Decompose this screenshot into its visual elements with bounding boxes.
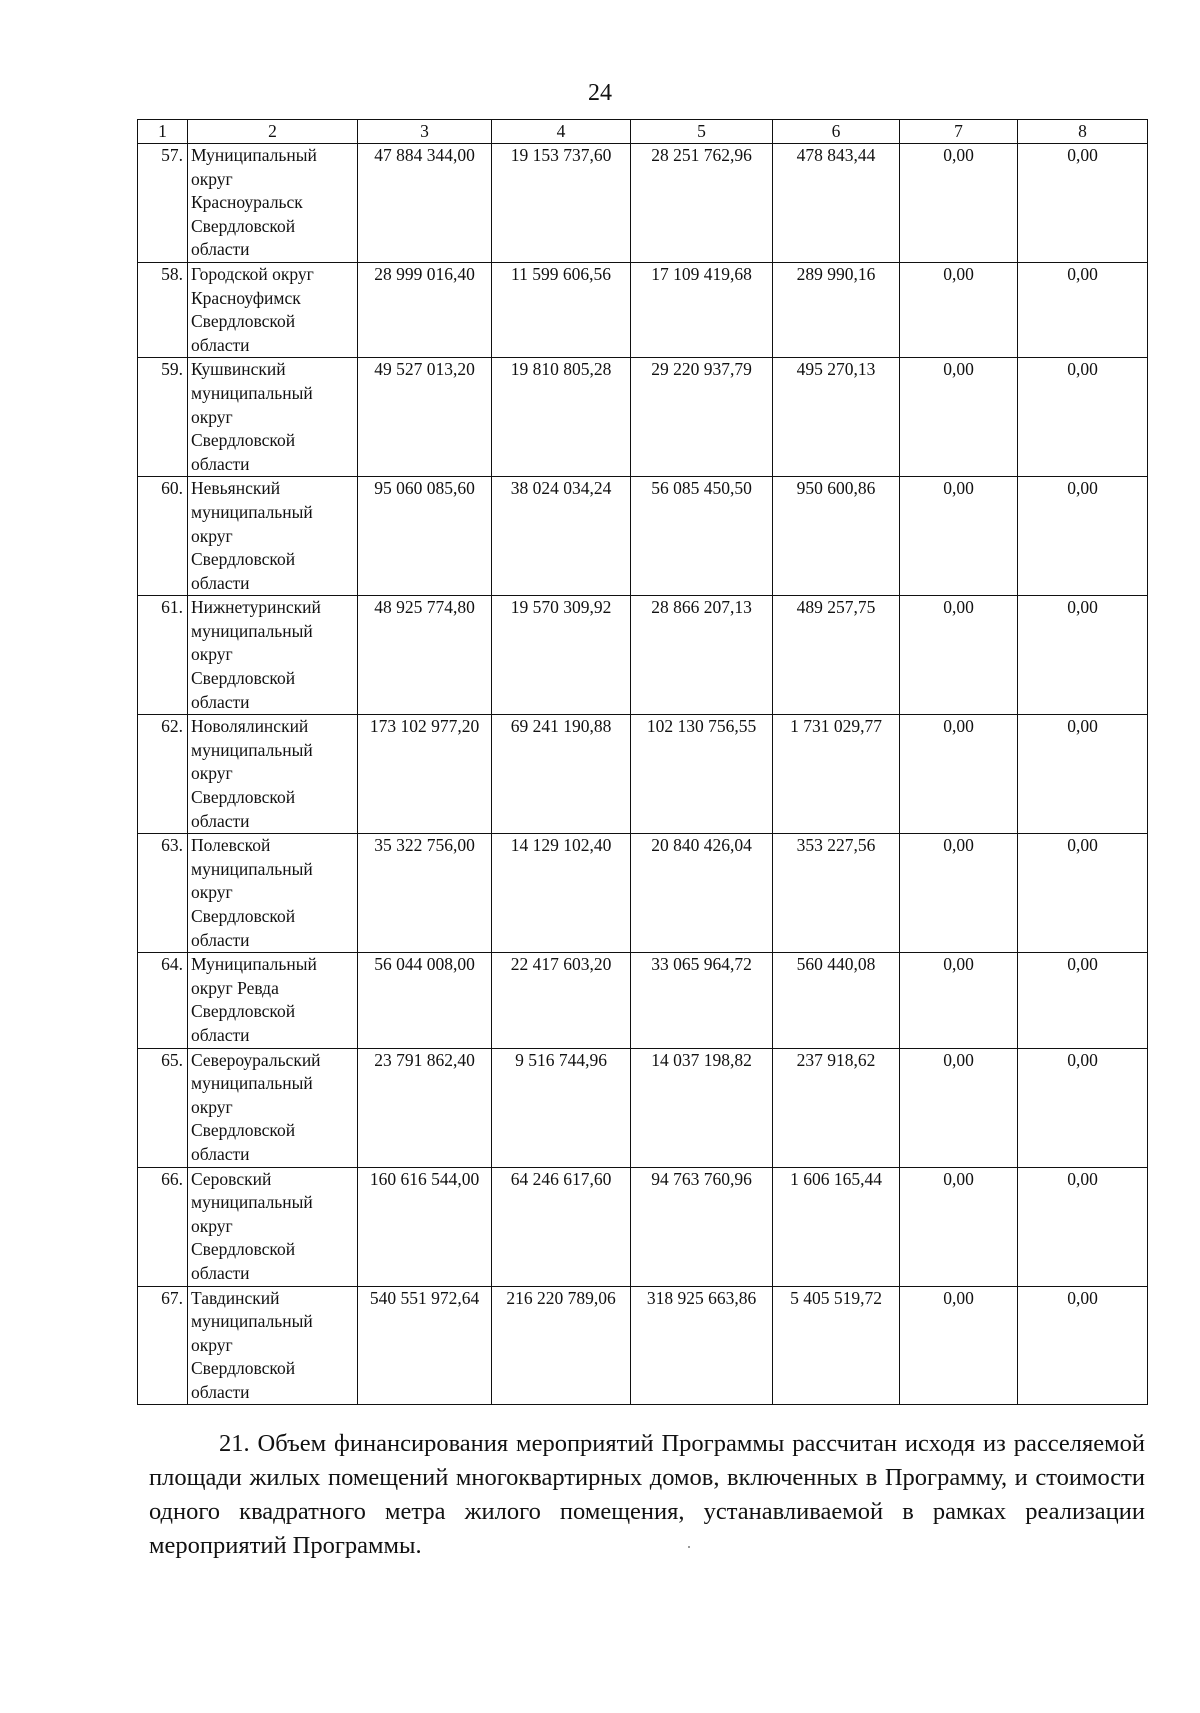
municipality-name-line: Красноуральск bbox=[191, 192, 303, 213]
scan-speck bbox=[688, 1546, 690, 1548]
value-c4: 69 241 190,88 bbox=[492, 715, 631, 834]
municipality-name-line: муниципальный bbox=[191, 1311, 313, 1332]
value-c5: 29 220 937,79 bbox=[631, 358, 773, 477]
row-number: 63. bbox=[138, 834, 188, 953]
value-c3: 160 616 544,00 bbox=[358, 1167, 492, 1286]
table-row bbox=[138, 1048, 1148, 1167]
value-c4: 19 810 805,28 bbox=[492, 358, 631, 477]
municipality-name-line: области bbox=[191, 239, 250, 260]
row-number: 59. bbox=[138, 358, 188, 477]
value-c8: 0,00 bbox=[1018, 1167, 1148, 1286]
table-row bbox=[138, 1286, 1148, 1405]
value-c4: 22 417 603,20 bbox=[492, 953, 631, 1048]
municipality-name-line: округ bbox=[191, 763, 233, 784]
municipality-name-line: округ bbox=[191, 1334, 233, 1355]
municipality-name-line: области bbox=[191, 572, 250, 593]
municipality-name bbox=[188, 477, 358, 596]
header-cell: 8 bbox=[1018, 120, 1148, 144]
municipality-name-line: муниципальный bbox=[191, 858, 313, 879]
municipality-name-line: Свердловской bbox=[191, 1358, 296, 1379]
header-row bbox=[138, 120, 1148, 144]
value-c3: 540 551 972,64 bbox=[358, 1286, 492, 1405]
value-c7: 0,00 bbox=[900, 144, 1018, 263]
value-c7: 0,00 bbox=[900, 1048, 1018, 1167]
municipality-name-line: Свердловской bbox=[191, 1120, 296, 1141]
page-number: 24 bbox=[588, 80, 612, 106]
municipality-name-line: области bbox=[191, 1381, 250, 1402]
municipality-name-line: округ Ревда bbox=[191, 977, 279, 998]
value-c3: 95 060 085,60 bbox=[358, 477, 492, 596]
municipality-name-line: Муниципальный bbox=[191, 145, 317, 165]
value-c7: 0,00 bbox=[900, 715, 1018, 834]
value-c8: 0,00 bbox=[1018, 596, 1148, 715]
value-c8: 0,00 bbox=[1018, 953, 1148, 1048]
municipality-name bbox=[188, 144, 358, 263]
value-c6: 237 918,62 bbox=[773, 1048, 900, 1167]
value-c3: 47 884 344,00 bbox=[358, 144, 492, 263]
municipality-name-line: Муниципальный bbox=[191, 954, 317, 975]
value-c4: 64 246 617,60 bbox=[492, 1167, 631, 1286]
municipality-name-line: Свердловской bbox=[191, 549, 296, 570]
table-row bbox=[138, 477, 1148, 596]
value-c3: 56 044 008,00 bbox=[358, 953, 492, 1048]
value-c7: 0,00 bbox=[900, 1286, 1018, 1405]
table-row bbox=[138, 358, 1148, 477]
municipality-name-line: округ bbox=[191, 168, 233, 189]
value-c3: 23 791 862,40 bbox=[358, 1048, 492, 1167]
municipality-name-line: Кушвинский bbox=[191, 359, 286, 380]
value-c5: 102 130 756,55 bbox=[631, 715, 773, 834]
municipality-name-line: Свердловской bbox=[191, 787, 296, 808]
value-c5: 318 925 663,86 bbox=[631, 1286, 773, 1405]
municipality-name-line: Невьянский bbox=[191, 478, 281, 499]
value-c4: 19 153 737,60 bbox=[492, 144, 631, 263]
header-cell: 7 bbox=[900, 120, 1018, 144]
municipality-name-line: муниципальный bbox=[191, 501, 313, 522]
value-c8: 0,00 bbox=[1018, 144, 1148, 263]
value-c7: 0,00 bbox=[900, 834, 1018, 953]
municipality-name bbox=[188, 596, 358, 715]
row-number: 66. bbox=[138, 1167, 188, 1286]
municipality-name-line: муниципальный bbox=[191, 620, 313, 641]
municipality-name-line: Свердловской bbox=[191, 668, 296, 689]
value-c6: 353 227,56 bbox=[773, 834, 900, 953]
value-c8: 0,00 bbox=[1018, 477, 1148, 596]
row-number: 60. bbox=[138, 477, 188, 596]
municipality-name bbox=[188, 1167, 358, 1286]
municipality-name-line: области bbox=[191, 334, 250, 355]
value-c3: 49 527 013,20 bbox=[358, 358, 492, 477]
header-cell: 1 bbox=[138, 120, 188, 144]
municipality-name-line: области bbox=[191, 810, 250, 831]
municipality-name-line: Тавдинский bbox=[191, 1287, 280, 1308]
municipality-name-line: области bbox=[191, 1262, 250, 1283]
value-c8: 0,00 bbox=[1018, 834, 1148, 953]
municipality-name bbox=[188, 834, 358, 953]
municipality-name bbox=[188, 715, 358, 834]
value-c5: 28 866 207,13 bbox=[631, 596, 773, 715]
value-c3: 28 999 016,40 bbox=[358, 262, 492, 357]
table-row bbox=[138, 144, 1148, 263]
value-c7: 0,00 bbox=[900, 953, 1018, 1048]
financing-table bbox=[137, 119, 1148, 1405]
row-number: 67. bbox=[138, 1286, 188, 1405]
value-c5: 56 085 450,50 bbox=[631, 477, 773, 596]
value-c4: 11 599 606,56 bbox=[492, 262, 631, 357]
municipality-name-line: Нижнетуринский bbox=[191, 597, 321, 618]
municipality-name bbox=[188, 953, 358, 1048]
value-c3: 35 322 756,00 bbox=[358, 834, 492, 953]
value-c3: 173 102 977,20 bbox=[358, 715, 492, 834]
municipality-name-line: области bbox=[191, 929, 250, 950]
table-row bbox=[138, 596, 1148, 715]
table-row bbox=[138, 953, 1148, 1048]
value-c6: 478 843,44 bbox=[773, 144, 900, 263]
municipality-name-line: муниципальный bbox=[191, 739, 313, 760]
value-c4: 38 024 034,24 bbox=[492, 477, 631, 596]
municipality-name-line: Свердловской bbox=[191, 311, 296, 332]
value-c7: 0,00 bbox=[900, 358, 1018, 477]
municipality-name-line: округ bbox=[191, 1096, 233, 1117]
municipality-name-line: области bbox=[191, 1143, 250, 1164]
value-c4: 216 220 789,06 bbox=[492, 1286, 631, 1405]
municipality-name-line: округ bbox=[191, 644, 233, 665]
municipality-name-line: округ bbox=[191, 1215, 233, 1236]
value-c6: 560 440,08 bbox=[773, 953, 900, 1048]
value-c7: 0,00 bbox=[900, 477, 1018, 596]
row-number: 58. bbox=[138, 262, 188, 357]
municipality-name-line: Свердловской bbox=[191, 215, 296, 236]
municipality-name-line: Свердловской bbox=[191, 906, 296, 926]
value-c4: 14 129 102,40 bbox=[492, 834, 631, 953]
municipality-name-line: Свердловской bbox=[191, 430, 296, 451]
value-c8: 0,00 bbox=[1018, 358, 1148, 477]
value-c4: 9 516 744,96 bbox=[492, 1048, 631, 1167]
value-c7: 0,00 bbox=[900, 1167, 1018, 1286]
municipality-name-line: муниципальный bbox=[191, 1073, 313, 1094]
value-c7: 0,00 bbox=[900, 262, 1018, 357]
row-number: 65. bbox=[138, 1048, 188, 1167]
municipality-name-line: Свердловской bbox=[191, 1239, 296, 1260]
municipality-name-line: муниципальный bbox=[191, 382, 313, 403]
value-c6: 1 731 029,77 bbox=[773, 715, 900, 834]
value-c4: 19 570 309,92 bbox=[492, 596, 631, 715]
municipality-name-line: области bbox=[191, 1024, 250, 1045]
value-c6: 1 606 165,44 bbox=[773, 1167, 900, 1286]
municipality-name-line: Полевской bbox=[191, 835, 271, 856]
municipality-name-line: Серовский bbox=[191, 1168, 272, 1189]
value-c6: 289 990,16 bbox=[773, 262, 900, 357]
municipality-name-line: округ bbox=[191, 882, 233, 903]
value-c6: 489 257,75 bbox=[773, 596, 900, 715]
value-c6: 5 405 519,72 bbox=[773, 1286, 900, 1405]
value-c8: 0,00 bbox=[1018, 262, 1148, 357]
table-row bbox=[138, 715, 1148, 834]
table-row bbox=[138, 262, 1148, 357]
value-c3: 48 925 774,80 bbox=[358, 596, 492, 715]
value-c5: 14 037 198,82 bbox=[631, 1048, 773, 1167]
table-row bbox=[138, 834, 1148, 953]
municipality-name-line: округ bbox=[191, 525, 233, 546]
clause-21 bbox=[149, 1427, 1145, 1563]
municipality-name bbox=[188, 1048, 358, 1167]
municipality-name-line: области bbox=[191, 691, 250, 712]
municipality-name-line: области bbox=[191, 453, 250, 474]
value-c8: 0,00 bbox=[1018, 1048, 1148, 1167]
row-number: 64. bbox=[138, 953, 188, 1048]
row-number: 62. bbox=[138, 715, 188, 834]
municipality-name-line: Североуральский bbox=[191, 1049, 321, 1070]
value-c5: 17 109 419,68 bbox=[631, 262, 773, 357]
municipality-name-line: Новолялинский bbox=[191, 716, 309, 737]
municipality-name-line: округ bbox=[191, 406, 233, 427]
clause-number: 21. bbox=[219, 1430, 250, 1457]
municipality-name-line: Городской округ bbox=[191, 263, 314, 284]
value-c6: 495 270,13 bbox=[773, 358, 900, 477]
municipality-name-line: Свердловской bbox=[191, 1001, 296, 1022]
value-c5: 28 251 762,96 bbox=[631, 144, 773, 263]
header-cell: 3 bbox=[358, 120, 492, 144]
value-c6: 950 600,86 bbox=[773, 477, 900, 596]
municipality-name-line: муниципальный bbox=[191, 1192, 313, 1213]
table-row bbox=[138, 1167, 1148, 1286]
municipality-name bbox=[188, 262, 358, 357]
municipality-name bbox=[188, 358, 358, 477]
municipality-name bbox=[188, 1286, 358, 1405]
value-c5: 33 065 964,72 bbox=[631, 953, 773, 1048]
header-cell: 6 bbox=[773, 120, 900, 144]
value-c8: 0,00 bbox=[1018, 1286, 1148, 1405]
value-c8: 0,00 bbox=[1018, 715, 1148, 834]
header-cell: 5 bbox=[631, 120, 773, 144]
value-c7: 0,00 bbox=[900, 596, 1018, 715]
header-cell: 4 bbox=[492, 120, 631, 144]
header-cell: 2 bbox=[188, 120, 358, 144]
row-number: 57. bbox=[138, 144, 188, 263]
clause-text: Объем финансирования мероприятий Программы рассчитан исходя из расселяемой площади жилых помещений многоквартирных домов, включенных в Программу, и стоимости одного квадратного метра жилого помещения, устанавливаемой в рамках реализации мероприятий Программы. bbox=[149, 1430, 1146, 1559]
row-number: 61. bbox=[138, 596, 188, 715]
value-c5: 94 763 760,96 bbox=[631, 1167, 773, 1286]
value-c5: 20 840 426,04 bbox=[631, 834, 773, 953]
municipality-name-line: Красноуфимск bbox=[191, 287, 301, 308]
